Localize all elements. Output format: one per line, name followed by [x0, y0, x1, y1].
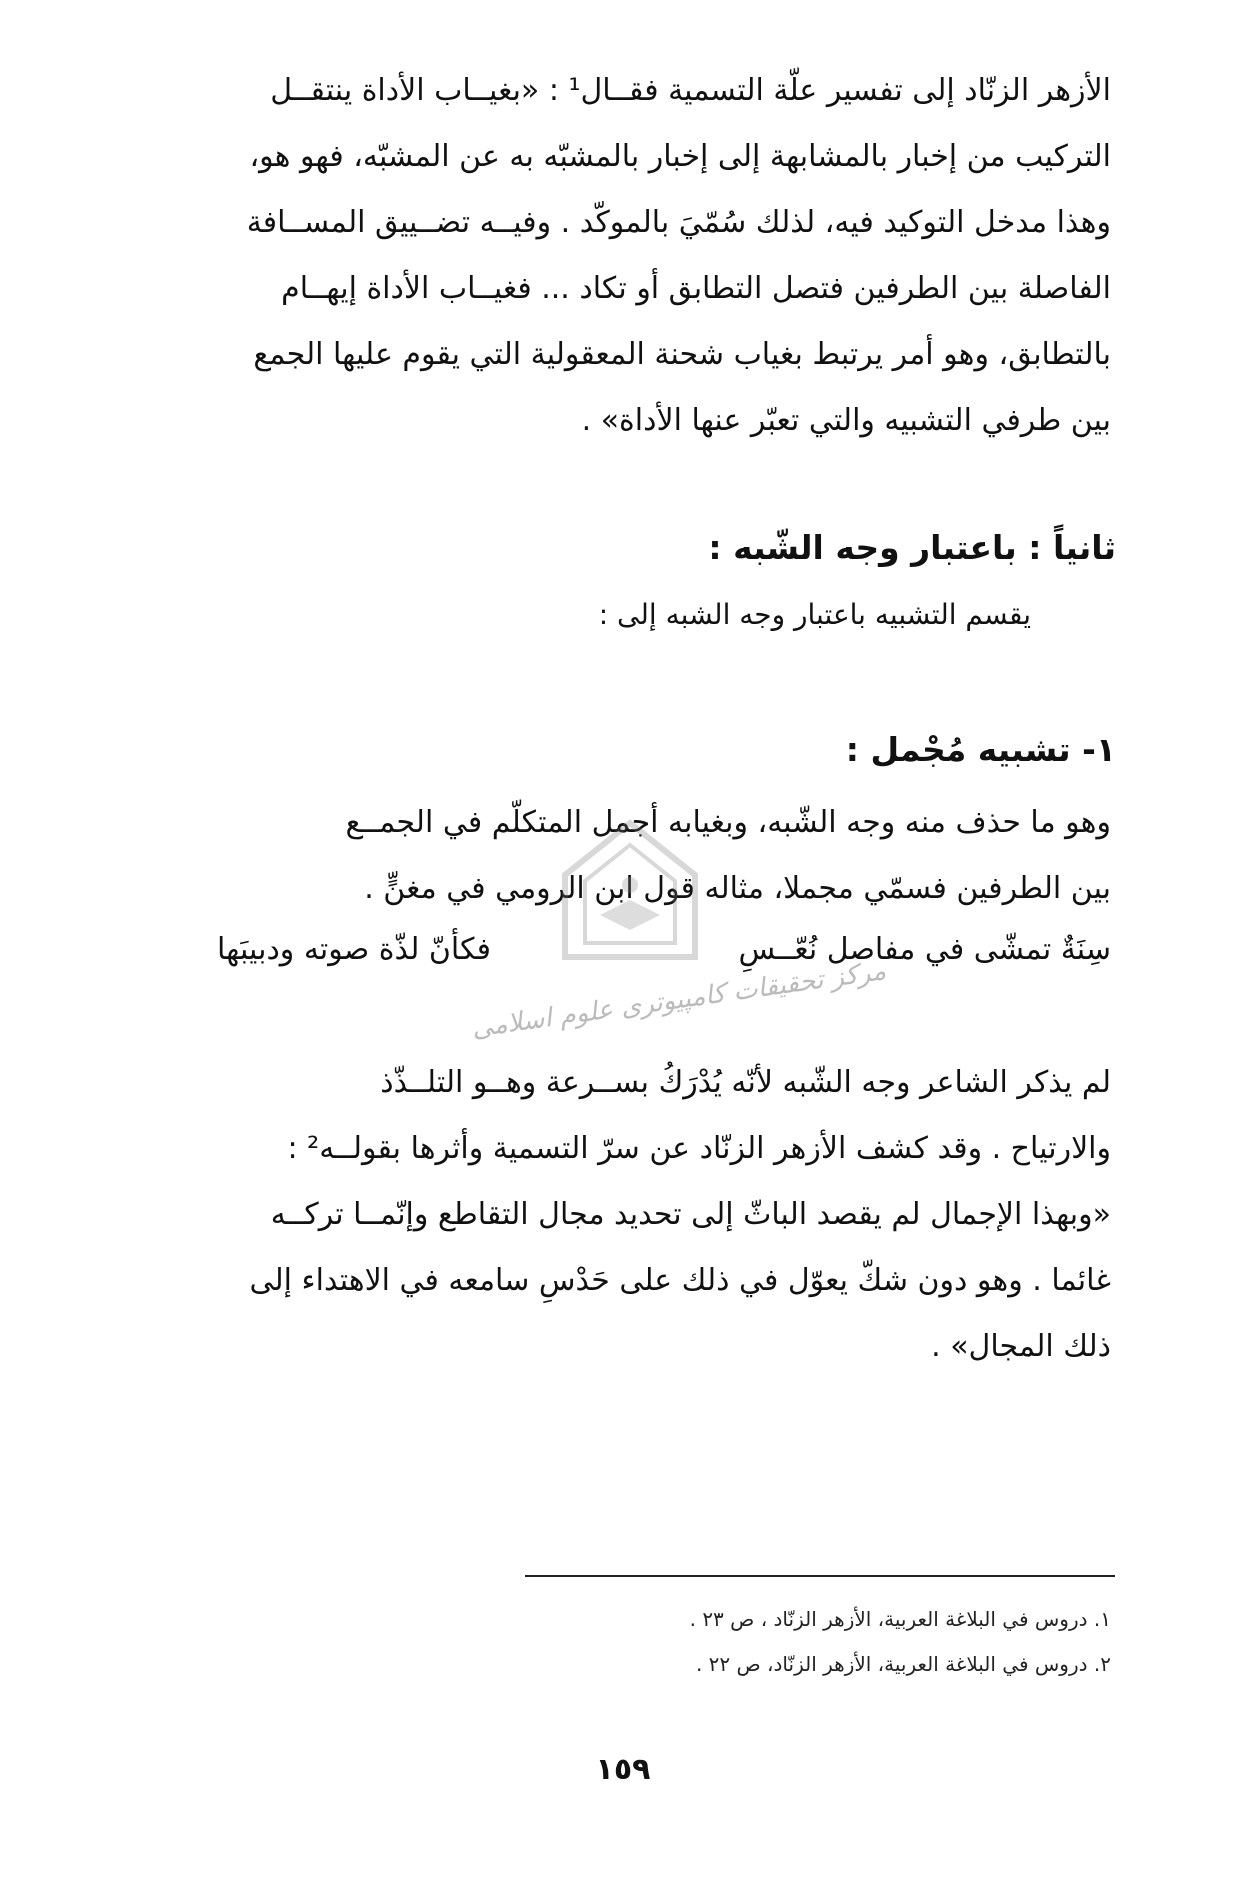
text-line: لم يذكر الشاعر وجه الشّبه لأنّه يُدْرَكُ بســرعة وهــو التلــذّذ — [380, 1065, 1111, 1100]
text-line: التركيب من إخبار بالمشابهة إلى إخبار بالمشبّه به عن المشبّه، فهو هو، — [249, 139, 1111, 174]
paragraph-3 — [121, 1050, 1111, 1380]
paragraph-1 — [121, 58, 1111, 454]
verse-first-hemistich: فكأنّ لذّة صوته ودبيبَها — [217, 932, 491, 967]
text-line: وهذا مدخل التوكيد فيه، لذلك سُمّيَ بالموكّد . وفيــه تضــييق المســافة — [246, 205, 1111, 240]
text-line: بين طرفي التشبيه والتي تعبّر عنها الأداة» . — [581, 403, 1111, 438]
page-number: ١٥٩ — [595, 1752, 651, 1787]
watermark-logo-icon — [555, 815, 705, 965]
text-line: الأزهر الزنّاد إلى تفسير علّة التسمية فقــال¹ : «بغيــاب الأداة ينتقــل — [270, 73, 1111, 108]
footnote-separator — [525, 1575, 1115, 1577]
watermark-text: مركز تحقيقات كامپيوترى علوم اسلامى — [469, 956, 888, 1044]
text-line: غائما . وهو دون شكّ يعوّل في ذلك على حَدْسِ سامعه في الاهتداء إلى — [249, 1263, 1111, 1298]
text-line: الفاصلة بين الطرفين فتصل التطابق أو تكاد ... فغيــاب الأداة إيهــام — [281, 271, 1111, 306]
section-heading: ثانياً : باعتبار وجه الشّبه : — [708, 528, 1116, 567]
text-line: وهو ما حذف منه وجه الشّبه، وبغيابه أجمل المتكلّم في الجمــع — [345, 805, 1111, 840]
subheading: ١- تشبيه مُجْمل : — [845, 730, 1116, 769]
verse-second-hemistich: سِنَةٌ تمشّى في مفاصل نُعّــسِ — [738, 932, 1111, 967]
footnote-1: ١. دروس في البلاغة العربية، الأزهر الزنّاد ، ص ٢٣ . — [689, 1607, 1111, 1631]
footnote-2: ٢. دروس في البلاغة العربية، الأزهر الزنّاد، ص ٢٢ . — [695, 1652, 1111, 1676]
text-line: بين الطرفين فسمّي مجملا، مثاله قول ابن الرومي في مغنٍّ . — [364, 871, 1111, 906]
text-line: ذلك المجال» . — [931, 1329, 1111, 1364]
text-line: «وبهذا الإجمال لم يقصد الباثّ إلى تحديد مجال التقاطع وإنّمــا تركــه — [270, 1197, 1111, 1232]
section-intro: يقسم التشبيه باعتبار وجه الشبه إلى : — [598, 598, 1031, 631]
text-line: والارتياح . وقد كشف الأزهر الزنّاد عن سرّ التسمية وأثرها بقولــه² : — [287, 1131, 1111, 1166]
text-line: بالتطابق، وهو أمر يرتبط بغياب شحنة المعقولية التي يقوم عليها الجمع — [253, 337, 1111, 372]
